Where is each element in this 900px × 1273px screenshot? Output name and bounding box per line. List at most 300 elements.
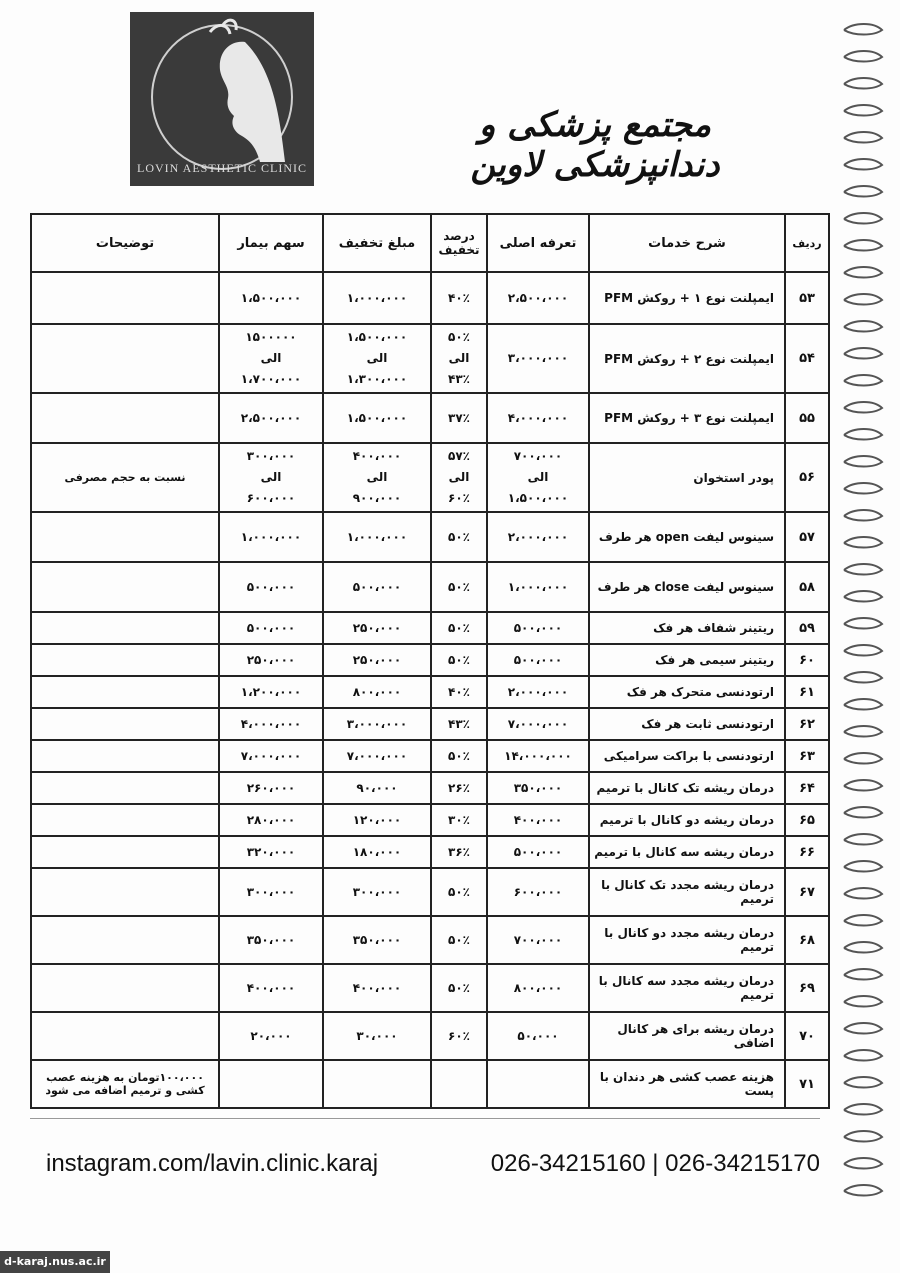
price-cell-line: ۲،۰۰۰،۰۰۰ [507,684,569,699]
table-header-row [31,214,829,272]
footer [46,1150,820,1178]
patient-cell [219,324,323,393]
discount-cell [323,804,431,836]
price-cell-line: الی [527,470,549,484]
price-cell [487,1012,589,1060]
notes-cell: ۱۰۰،۰۰۰تومان به هزینه عصب کشی و ترمیم اضافه می شود [31,1060,219,1108]
price-cell [487,916,589,964]
discount-cell [323,443,431,512]
percent-cell [431,393,487,443]
patient-cell [219,804,323,836]
row-number: ۶۶ [785,836,829,868]
price-cell [487,562,589,612]
spiral-ring [844,618,882,629]
spiral-ring [844,24,882,35]
percent-cell [431,1012,487,1060]
percent-cell-line: ۵۰٪ [448,330,470,344]
discount-cell-line: ۱،۵۰۰،۰۰۰ [346,330,408,344]
price-cell-line: ۳،۰۰۰،۰۰۰ [507,351,569,365]
percent-cell-line: ۵۰٪ [448,932,470,947]
percent-cell-line: ۴۰٪ [448,290,470,305]
service-cell: درمان ریشه تک کانال با ترمیم [589,772,785,804]
table-row [31,393,829,443]
patient-cell-line: الی [260,351,282,365]
percent-cell-line: ۲۶٪ [448,780,470,795]
percent-cell [431,868,487,916]
price-cell-line: ۱،۰۰۰،۰۰۰ [507,579,569,594]
notes-cell [31,708,219,740]
service-cell: ایمپلنت نوع ۳ + روکش PFM [589,393,785,443]
spiral-ring [844,78,882,89]
price-cell-line: ۵۰۰،۰۰۰ [513,652,563,667]
table-row [31,644,829,676]
price-cell-line: ۷۰۰،۰۰۰ [513,932,563,947]
notes-cell [31,676,219,708]
price-cell [487,740,589,772]
patient-cell [219,868,323,916]
instagram-link[interactable]: instagram.com/lavin.clinic.karaj [46,1150,379,1177]
table-row [31,612,829,644]
percent-cell-line: ۳۷٪ [448,410,470,425]
spiral-ring [844,186,882,197]
percent-cell [431,324,487,393]
face-silhouette-icon [130,12,314,186]
header-price: تعرفه اصلی [487,214,589,272]
price-cell-line: ۵۰۰،۰۰۰ [513,620,563,635]
patient-cell-line: ۲،۵۰۰،۰۰۰ [240,410,302,425]
patient-cell [219,964,323,1012]
percent-cell [431,512,487,562]
price-cell-line: ۴،۰۰۰،۰۰۰ [507,410,569,425]
clinic-logo [130,12,314,186]
discount-cell-line: ۳۰،۰۰۰ [356,1028,398,1043]
price-cell-line: ۵۰۰،۰۰۰ [513,844,563,859]
price-cell [487,708,589,740]
row-number: ۶۹ [785,964,829,1012]
percent-cell [431,740,487,772]
row-number: ۶۰ [785,644,829,676]
discount-cell-line: ۱۸۰،۰۰۰ [352,844,402,859]
discount-cell [323,868,431,916]
price-cell [487,644,589,676]
price-cell [487,964,589,1012]
table-row [31,916,829,964]
percent-cell-line: ۳۶٪ [448,844,470,859]
patient-cell-line: ۱،۷۰۰،۰۰۰ [240,372,302,386]
header-patient: سهم بیمار [219,214,323,272]
patient-cell-line: ۴،۰۰۰،۰۰۰ [240,716,302,731]
row-number: ۵۴ [785,324,829,393]
notes-cell [31,272,219,324]
service-cell: ریتینر شفاف هر فک [589,612,785,644]
percent-cell-line: ۵۷٪ [448,449,470,463]
notes-cell [31,804,219,836]
percent-cell [431,916,487,964]
patient-cell [219,772,323,804]
spiral-ring [844,483,882,494]
service-cell: سینوس لیفت close هر طرف [589,562,785,612]
patient-cell [219,916,323,964]
spiral-ring [844,861,882,872]
patient-cell [219,676,323,708]
patient-cell-line: الی [260,470,282,484]
patient-cell [219,443,323,512]
patient-cell-line: ۵۰۰،۰۰۰ [246,620,296,635]
table-row [31,272,829,324]
service-cell: هزینه عصب کشی هر دندان با پست [589,1060,785,1108]
discount-cell-line: ۲۵۰،۰۰۰ [352,652,402,667]
price-cell [487,676,589,708]
spiral-ring [844,105,882,116]
table-row [31,868,829,916]
patient-cell [219,272,323,324]
discount-cell [323,562,431,612]
discount-cell [323,512,431,562]
discount-cell-line: ۳۰۰،۰۰۰ [352,884,402,899]
discount-cell-line: ۹۰۰،۰۰۰ [352,491,402,505]
price-table [30,213,830,1109]
discount-cell [323,964,431,1012]
price-cell-line: ۱۴،۰۰۰،۰۰۰ [504,748,572,763]
percent-cell-line: ۵۰٪ [448,980,470,995]
patient-cell [219,1012,323,1060]
spiral-ring [844,159,882,170]
percent-cell [431,612,487,644]
price-cell-line: ۳۵۰،۰۰۰ [513,780,563,795]
spiral-ring [844,321,882,332]
percent-cell [431,1060,487,1108]
spiral-ring [844,402,882,413]
patient-cell-line: ۲۸۰،۰۰۰ [246,812,296,827]
notes-cell [31,740,219,772]
table-row [31,1060,829,1108]
discount-cell [323,676,431,708]
service-cell: ریتینر سیمی هر فک [589,644,785,676]
service-cell: سینوس لیفت open هر طرف [589,512,785,562]
row-number: ۵۷ [785,512,829,562]
percent-cell-line: ۵۰٪ [448,884,470,899]
discount-cell [323,916,431,964]
patient-cell [219,836,323,868]
spiral-ring [844,267,882,278]
discount-cell-line: ۱،۰۰۰،۰۰۰ [346,290,408,305]
price-cell-line: ۴۰۰،۰۰۰ [513,812,563,827]
header-notes: توضیحات [31,214,219,272]
notes-cell [31,1012,219,1060]
spiral-ring [844,240,882,251]
discount-cell-line: ۲۵۰،۰۰۰ [352,620,402,635]
price-cell [487,272,589,324]
discount-cell [323,708,431,740]
row-number: ۶۷ [785,868,829,916]
spiral-binding [834,20,894,1220]
service-cell: درمان ریشه مجدد سه کانال با ترمیم [589,964,785,1012]
spiral-ring [844,1050,882,1061]
table-row [31,708,829,740]
patient-cell-line: ۴۰۰،۰۰۰ [246,980,296,995]
percent-cell [431,443,487,512]
notes-cell [31,916,219,964]
spiral-ring [844,915,882,926]
spiral-ring [844,699,882,710]
spiral-ring [844,51,882,62]
percent-cell-line: ۳۰٪ [448,812,470,827]
discount-cell [323,644,431,676]
row-number: ۷۱ [785,1060,829,1108]
percent-cell-line: ۴۳٪ [448,716,470,731]
spiral-ring [844,1158,882,1169]
patient-cell-line: ۱،۰۰۰،۰۰۰ [240,529,302,544]
notes-cell [31,393,219,443]
price-cell [487,612,589,644]
discount-cell-line: ۱،۳۰۰،۰۰۰ [346,372,408,386]
table-row [31,836,829,868]
patient-cell-line: ۲۶۰،۰۰۰ [246,780,296,795]
price-cell [487,443,589,512]
percent-cell-line: ۴۳٪ [448,372,470,386]
patient-cell-line: ۲۵۰،۰۰۰ [246,652,296,667]
patient-cell [219,612,323,644]
page-title: مجتمع پزشکی و دندانپزشکی لاوین [470,105,720,185]
table-row [31,324,829,393]
row-number: ۶۴ [785,772,829,804]
spiral-ring [844,753,882,764]
discount-cell [323,740,431,772]
price-cell-line: ۶۰۰،۰۰۰ [513,884,563,899]
table-row [31,804,829,836]
spiral-ring [844,1077,882,1088]
spiral-ring [844,672,882,683]
percent-cell-line: ۵۰٪ [448,652,470,667]
percent-cell-line: الی [448,351,470,365]
notes-cell [31,512,219,562]
discount-cell [323,1012,431,1060]
percent-cell [431,708,487,740]
table-row [31,740,829,772]
percent-cell [431,804,487,836]
price-cell-line: ۷۰۰،۰۰۰ [513,449,563,463]
discount-cell-line: ۵۰۰،۰۰۰ [352,579,402,594]
price-cell-line: ۵۰،۰۰۰ [517,1028,559,1043]
notes-cell: نسبت به حجم مصرفی [31,443,219,512]
spiral-ring [844,645,882,656]
patient-cell [219,708,323,740]
patient-cell-line: ۱،۵۰۰،۰۰۰ [240,290,302,305]
price-cell-line: ۲،۵۰۰،۰۰۰ [507,290,569,305]
row-number: ۶۳ [785,740,829,772]
discount-cell-line: ۴۰۰،۰۰۰ [352,449,402,463]
service-cell: پودر استخوان [589,443,785,512]
discount-cell-line: ۹۰،۰۰۰ [356,780,398,795]
price-cell-line: ۱،۵۰۰،۰۰۰ [507,491,569,505]
percent-cell [431,836,487,868]
spiral-ring [844,348,882,359]
notes-cell [31,612,219,644]
patient-cell-line: ۳۰۰،۰۰۰ [246,449,296,463]
table-row [31,562,829,612]
patient-cell [219,1060,323,1108]
service-cell: ارتودنسی ثابت هر فک [589,708,785,740]
spiral-ring [844,591,882,602]
discount-cell [323,612,431,644]
row-number: ۵۵ [785,393,829,443]
header-discount: مبلغ تخفیف [323,214,431,272]
patient-cell-line: ۱۵۰۰۰۰۰ [245,330,297,344]
service-cell: ارتودنسی با براکت سرامیکی [589,740,785,772]
percent-cell-line: ۴۰٪ [448,684,470,699]
percent-cell-line: ۶۰٪ [448,1028,470,1043]
service-cell: درمان ریشه مجدد تک کانال با ترمیم [589,868,785,916]
discount-cell [323,836,431,868]
spiral-ring [844,294,882,305]
row-number: ۷۰ [785,1012,829,1060]
service-cell: درمان ریشه سه کانال با ترمیم [589,836,785,868]
table-row [31,443,829,512]
spiral-ring [844,1104,882,1115]
spiral-ring [844,996,882,1007]
patient-cell-line: ۳۰۰،۰۰۰ [246,884,296,899]
patient-cell [219,393,323,443]
header-percent: درصد تخفیف [431,214,487,272]
percent-cell-line: ۵۰٪ [448,579,470,594]
discount-cell [323,324,431,393]
divider [30,1118,820,1119]
percent-cell [431,644,487,676]
spiral-ring [844,969,882,980]
source-tag: d-karaj.nus.ac.ir [0,1251,110,1273]
header-service: شرح خدمات [589,214,785,272]
percent-cell [431,562,487,612]
table-row [31,1012,829,1060]
patient-cell-line: ۵۰۰،۰۰۰ [246,579,296,594]
price-cell [487,324,589,393]
service-cell: ارتودنسی متحرک هر فک [589,676,785,708]
service-cell: ایمپلنت نوع ۱ + روکش PFM [589,272,785,324]
price-cell [487,1060,589,1108]
percent-cell-line: ۵۰٪ [448,748,470,763]
service-cell: درمان ریشه مجدد دو کانال با ترمیم [589,916,785,964]
spiral-ring [844,375,882,386]
spiral-ring [844,1185,882,1196]
spiral-ring [844,888,882,899]
patient-cell-line: ۱،۲۰۰،۰۰۰ [240,684,302,699]
notes-cell [31,868,219,916]
discount-cell [323,272,431,324]
row-number: ۶۸ [785,916,829,964]
service-cell: ایمپلنت نوع ۲ + روکش PFM [589,324,785,393]
percent-cell-line: ۵۰٪ [448,529,470,544]
phone-numbers: 026-34215160 | 026-34215170 [490,1150,820,1177]
row-number: ۶۵ [785,804,829,836]
percent-cell-line: الی [448,470,470,484]
discount-cell-line: ۳،۰۰۰،۰۰۰ [346,716,408,731]
table-row [31,772,829,804]
spiral-ring [844,213,882,224]
patient-cell [219,644,323,676]
spiral-ring [844,429,882,440]
percent-cell [431,964,487,1012]
price-cell [487,804,589,836]
price-cell [487,868,589,916]
percent-cell [431,676,487,708]
row-number: ۵۹ [785,612,829,644]
service-cell: درمان ریشه دو کانال با ترمیم [589,804,785,836]
table-row [31,676,829,708]
spiral-ring [844,942,882,953]
patient-cell-line: ۳۵۰،۰۰۰ [246,932,296,947]
spiral-ring [844,780,882,791]
discount-cell-line: ۷،۰۰۰،۰۰۰ [346,748,408,763]
discount-cell [323,393,431,443]
patient-cell [219,512,323,562]
patient-cell-line: ۶۰۰،۰۰۰ [246,491,296,505]
row-number: ۶۱ [785,676,829,708]
percent-cell-line: ۵۰٪ [448,620,470,635]
table-row [31,964,829,1012]
spiral-ring [844,807,882,818]
discount-cell-line: ۳۵۰،۰۰۰ [352,932,402,947]
discount-cell-line: ۱،۵۰۰،۰۰۰ [346,410,408,425]
spiral-ring [844,456,882,467]
discount-cell [323,1060,431,1108]
spiral-ring [844,132,882,143]
notes-cell [31,562,219,612]
spiral-ring [844,726,882,737]
spiral-ring [844,1023,882,1034]
notes-cell [31,964,219,1012]
price-cell [487,836,589,868]
percent-cell [431,772,487,804]
spiral-ring [844,564,882,575]
discount-cell-line: ۸۰۰،۰۰۰ [352,684,402,699]
patient-cell [219,562,323,612]
patient-cell-line: ۷،۰۰۰،۰۰۰ [240,748,302,763]
spiral-ring [844,1131,882,1142]
row-number: ۶۲ [785,708,829,740]
price-cell-line: ۷،۰۰۰،۰۰۰ [507,716,569,731]
notes-cell [31,836,219,868]
price-cell [487,512,589,562]
patient-cell-line: ۲۰،۰۰۰ [250,1028,292,1043]
price-cell [487,393,589,443]
discount-cell [323,772,431,804]
row-number: ۵۳ [785,272,829,324]
spiral-ring [844,834,882,845]
percent-cell [431,272,487,324]
table-row [31,512,829,562]
discount-cell-line: ۴۰۰،۰۰۰ [352,980,402,995]
discount-cell-line: ۱،۰۰۰،۰۰۰ [346,529,408,544]
price-cell-line: ۸۰۰،۰۰۰ [513,980,563,995]
spiral-ring [844,510,882,521]
percent-cell-line: ۶۰٪ [448,491,470,505]
logo-text: LOVIN AESTHETIC CLINIC [137,161,307,175]
price-cell [487,772,589,804]
notes-cell [31,772,219,804]
notes-cell [31,644,219,676]
price-cell-line: ۲،۰۰۰،۰۰۰ [507,529,569,544]
row-number: ۵۶ [785,443,829,512]
row-number: ۵۸ [785,562,829,612]
discount-cell-line: الی [366,470,388,484]
spiral-ring [844,537,882,548]
discount-cell-line: ۱۲۰،۰۰۰ [352,812,402,827]
patient-cell-line: ۳۲۰،۰۰۰ [246,844,296,859]
discount-cell-line: الی [366,351,388,365]
notes-cell [31,324,219,393]
patient-cell [219,740,323,772]
service-cell: درمان ریشه برای هر کانال اضافی [589,1012,785,1060]
